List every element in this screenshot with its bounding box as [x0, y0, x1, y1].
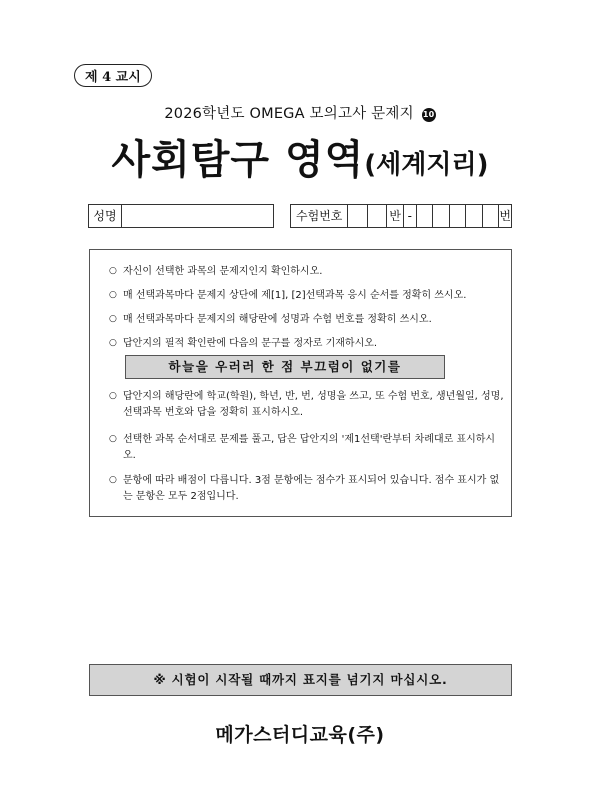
instruction-item: ○ 선택한 과목 순서대로 문제를 풀고, 답은 답안지의 '제1선택'란부터 차례대로 표시하시오.	[109, 432, 504, 463]
instruction-item: ○ 답안지의 해당란에 학교(학원), 학년, 반, 번, 성명을 쓰고, 또 수험 번호, 생년월일, 성명, 선택과목 번호와 답을 정확히 표시하시오.	[109, 389, 504, 420]
number-label: 번	[499, 209, 512, 223]
class-label: 반	[387, 205, 404, 227]
instruction-item: ○ 매 선택과목마다 문제지 상단에 제[1], [2]선택과목 응시 순서를 정확히 쓰시오.	[109, 288, 504, 304]
exam-id-label: 수험번호	[291, 205, 348, 227]
name-label: 성명	[89, 205, 122, 227]
bullet-circle-icon: ○	[109, 338, 117, 348]
exam-id-digit[interactable]	[466, 205, 483, 227]
exam-id-digit[interactable]	[417, 205, 434, 227]
exam-title: 2026학년도 OMEGA 모의고사 문제지	[164, 106, 414, 122]
period-badge: 제 4 교시	[74, 64, 152, 87]
instructions-box	[89, 249, 512, 517]
do-not-turn-notice: ※ 시험이 시작될 때까지 표지를 넘기지 마십시오.	[89, 664, 512, 696]
exam-id-digit[interactable]	[483, 205, 500, 227]
publisher-name: 메가스터디교육(주)	[215, 724, 385, 746]
name-input-area[interactable]	[122, 205, 273, 227]
exam-title-line	[0, 102, 600, 123]
bullet-circle-icon: ○	[109, 475, 117, 485]
subject-name: (세계지리)	[364, 150, 489, 180]
exam-id-field[interactable]	[290, 204, 512, 228]
instruction-item: ○ 자신이 선택한 과목의 문제지인지 확인하시오.	[109, 264, 504, 280]
bullet-circle-icon: ○	[109, 391, 117, 401]
exam-number-badge: 10	[422, 108, 436, 122]
bullet-circle-icon: ○	[109, 314, 117, 324]
dash-separator: -	[404, 205, 417, 227]
bullet-circle-icon: ○	[109, 266, 117, 276]
name-field[interactable]	[88, 204, 274, 228]
bullet-circle-icon: ○	[109, 434, 117, 444]
main-title	[0, 128, 600, 185]
instruction-item: ○ 문항에 따라 배점이 다릅니다. 3점 문항에는 점수가 표시되어 있습니다. 점수 표시가 없는 문항은 모두 2점입니다.	[109, 473, 504, 504]
instruction-item: ○ 매 선택과목마다 문제지의 해당란에 성명과 수험 번호를 정확히 쓰시오.	[109, 312, 504, 328]
exam-id-digit[interactable]	[348, 205, 367, 227]
exam-id-digit[interactable]	[433, 205, 450, 227]
exam-id-digit[interactable]	[450, 205, 467, 227]
handwriting-pledge-phrase: 하늘을 우러러 한 점 부끄럼이 없기를	[125, 355, 445, 379]
subject-area: 사회탐구 영역	[111, 137, 365, 183]
exam-id-digit[interactable]	[368, 205, 387, 227]
bullet-circle-icon: ○	[109, 290, 117, 300]
instruction-item: ○ 답안지의 필적 확인란에 다음의 문구를 정자로 기재하시오.	[109, 336, 504, 352]
